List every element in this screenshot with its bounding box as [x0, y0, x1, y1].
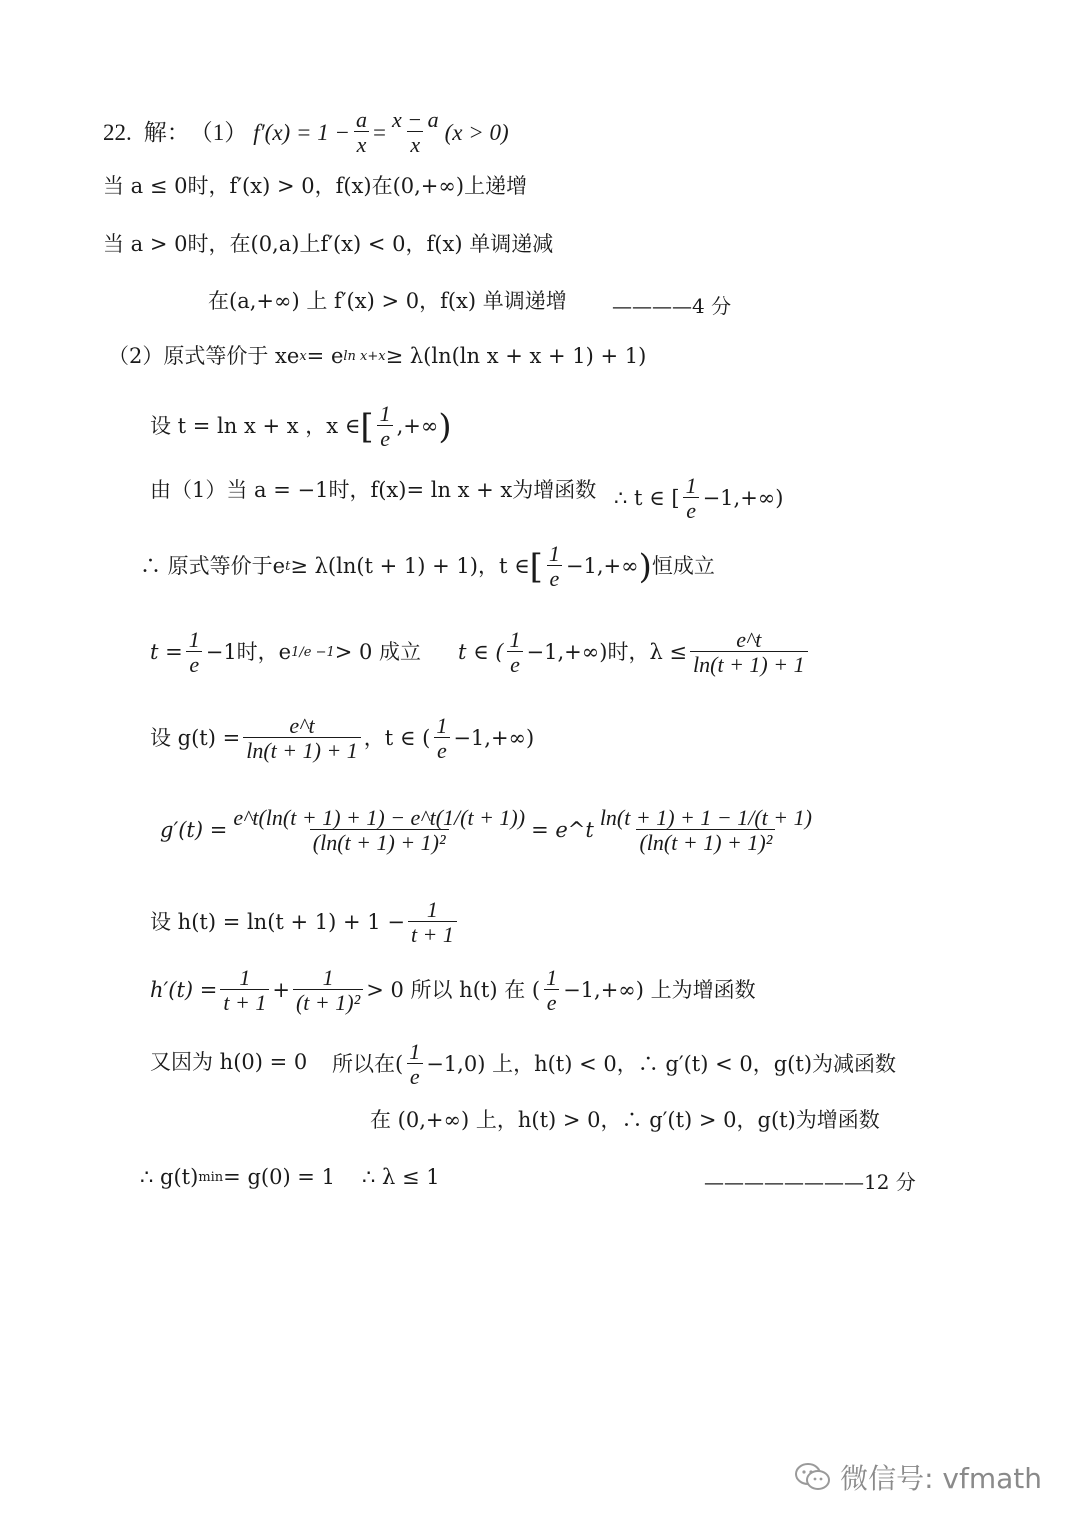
fraction-numerator: 1 [436, 713, 448, 738]
solution-line-2: 当 a ≤ 0时，f′(x) > 0，f(x)在(0,+∞)上递增 [103, 174, 528, 198]
fraction-1-over-e [683, 474, 700, 523]
text: −1,+∞) [453, 726, 535, 751]
fraction-numerator: 1 [509, 627, 521, 652]
fraction-1-over-t-plus-1 [220, 966, 269, 1015]
fraction-1-over-e [543, 966, 560, 1015]
solution-line-8 [140, 542, 715, 591]
fraction-numerator: 1 [426, 897, 438, 922]
watermark-label: 微信号: vfmath [840, 1462, 1042, 1495]
fraction-numerator: x − a [391, 107, 439, 132]
wechat-icon [794, 1461, 832, 1493]
solution-line-9 [150, 628, 421, 677]
text: h′(t) = [150, 978, 218, 1003]
derivative-fraction-1 [230, 806, 528, 855]
plus-sign: + [272, 978, 290, 1003]
fraction-numerator: 1 [409, 1039, 421, 1064]
fraction-et-over-ln [243, 714, 361, 763]
fraction-numerator: 1 [548, 541, 560, 566]
fraction-et-over-ln [690, 628, 808, 677]
fraction-1-over-e [507, 628, 524, 677]
fraction-1-over-t-plus-1 [408, 898, 457, 947]
fraction-numerator: e^t [736, 627, 762, 652]
text: −1,+∞) 上为增函数 [563, 978, 756, 1003]
left-bracket: [ [529, 546, 543, 587]
fraction-numerator: 1 [188, 627, 200, 652]
solution-line-16 [140, 1165, 335, 1190]
text: ∴ g(t) [140, 1165, 199, 1189]
fraction-numerator: 1 [546, 965, 558, 990]
text: > 0 成立 [334, 640, 422, 665]
part2-label: （2） [108, 344, 164, 368]
solution-line-14 [150, 1050, 307, 1075]
solution-line-16-conclusion: ∴ λ ≤ 1 [362, 1165, 440, 1189]
fraction-denominator: e [544, 989, 560, 1015]
fraction-denominator: e [683, 497, 699, 523]
fraction-denominator: e [547, 565, 563, 591]
fraction-denominator: e [377, 425, 393, 451]
fraction-denominator: t + 1 [220, 989, 269, 1015]
solution-line-4: 在(a,+∞) 上 f′(x) > 0，f(x) 单调递增 [208, 289, 567, 313]
text: ，t ∈ ( [363, 726, 431, 751]
score-12: ————————12 分 [704, 1170, 916, 1194]
fraction-numerator: 1 [239, 965, 251, 990]
solution-line-11 [160, 806, 818, 855]
derivative-fraction-2 [597, 806, 815, 855]
subscript: min [198, 1169, 224, 1185]
fraction-numerator: e^t [289, 713, 315, 738]
text: = e^t [531, 818, 594, 843]
domain-condition: (x > 0) [444, 119, 509, 145]
text: = e [306, 344, 344, 368]
text: ≥ λ(ln(t + 1) + 1)，t ∈ [290, 554, 530, 579]
fraction-1-over-e [377, 402, 394, 451]
solution-line-7 [150, 478, 596, 503]
right-paren: ) [438, 406, 452, 447]
solution-line-1 [103, 108, 509, 157]
text: −1,+∞ [565, 554, 639, 579]
fraction-denominator: e [434, 737, 450, 763]
part1-label: （1） [189, 119, 248, 145]
text: −1,0) 上，h(t) < 0，∴ g′(t) < 0，g(t)为减函数 [426, 1052, 897, 1077]
text: 原式等价于 xe [163, 344, 300, 368]
text: −1时，e [205, 640, 292, 665]
text: ,+∞ [396, 414, 439, 439]
text: ∴ 原式等价于e [140, 554, 286, 579]
score-4: ————4 分 [612, 294, 732, 318]
fraction-denominator: e [186, 651, 202, 677]
solution-line-14-right [332, 1040, 896, 1089]
superscript: ln x+x [343, 348, 386, 364]
solution-line-5 [108, 344, 646, 369]
text: ≥ λ(ln(ln x + x + 1) + 1) [385, 344, 647, 368]
solution-line-3: 当 a > 0时，在(0,a)上f′(x) < 0，f(x) 单调递减 [103, 232, 554, 256]
text: 设 h(t) = ln(t + 1) + 1 − [150, 910, 405, 935]
fraction-denominator: (ln(t + 1) + 1)² [310, 829, 449, 855]
text: 所以在( [332, 1052, 404, 1077]
equals-sign: = [373, 119, 386, 145]
fraction-numerator: 1 [322, 965, 334, 990]
fraction-x-minus-a-over-x [389, 108, 442, 157]
text: −1,+∞) [702, 486, 784, 511]
fraction-numerator: 1 [379, 401, 391, 426]
solution-line-12 [150, 898, 460, 947]
fraction-numerator: 1 [685, 473, 697, 498]
fraction-denominator: t + 1 [408, 921, 457, 947]
fraction-denominator: ln(t + 1) + 1 [243, 737, 361, 763]
fraction-denominator: (ln(t + 1) + 1)² [636, 829, 775, 855]
text: > 0 所以 h(t) 在 ( [366, 978, 541, 1003]
superscript: t [285, 558, 291, 574]
text: −1,+∞)时，λ ≤ [526, 640, 688, 665]
fraction-1-over-e [546, 542, 563, 591]
solution-line-13 [150, 966, 756, 1015]
left-bracket: [ [360, 406, 374, 447]
text: 设 g(t) = [150, 726, 241, 751]
solution-line-7-right [614, 474, 784, 523]
text: 又因为 h(0) = 0 [150, 1050, 308, 1074]
solve-label: 解： [143, 119, 190, 145]
superscript: 1/e −1 [291, 644, 335, 660]
text: t = [150, 640, 183, 665]
text: 恒成立 [651, 554, 715, 579]
fraction-numerator: a [356, 107, 367, 132]
text: ∴ t ∈ [ [614, 486, 680, 511]
solution-line-15: 在 (0,+∞) 上，h(t) > 0，∴ g′(t) > 0，g(t)为增函数 [370, 1108, 880, 1132]
fraction-1-over-e [406, 1040, 423, 1089]
text: 由（1）当 a = −1时，f(x)= ln x + x为增函数 [150, 478, 597, 502]
fraction-denominator: e [407, 1063, 423, 1089]
fraction-denominator: (t + 1)² [293, 989, 363, 1015]
fraction-denominator: ln(t + 1) + 1 [690, 651, 808, 677]
right-paren: ) [638, 546, 652, 587]
text: t ∈ ( [458, 640, 504, 665]
derivative-expr: f′(x) = 1 − [253, 119, 350, 145]
text: = g(0) = 1 [223, 1165, 335, 1189]
fraction-1-over-e [433, 714, 450, 763]
watermark [794, 1457, 1042, 1497]
text: 设 t = ln x + x ，x ∈ [150, 414, 361, 439]
fraction-numerator: ln(t + 1) + 1 − 1/(t + 1) [599, 805, 812, 830]
fraction-numerator: e^t(ln(t + 1) + 1) − e^t(1/(t + 1)) [233, 805, 526, 830]
fraction-1-over-e [186, 628, 203, 677]
superscript: x [299, 348, 307, 364]
problem-number: 22. [103, 119, 132, 145]
fraction-denominator: e [507, 651, 523, 677]
fraction-denominator: x [407, 131, 423, 157]
solution-line-9-right [458, 628, 811, 677]
solution-line-6 [150, 402, 452, 451]
fraction-denominator: x [354, 131, 370, 157]
fraction-1-over-t-plus-1-squared [293, 966, 363, 1015]
fraction-a-over-x [353, 108, 370, 157]
text: g′(t) = [160, 818, 228, 843]
solution-line-10 [150, 714, 534, 763]
